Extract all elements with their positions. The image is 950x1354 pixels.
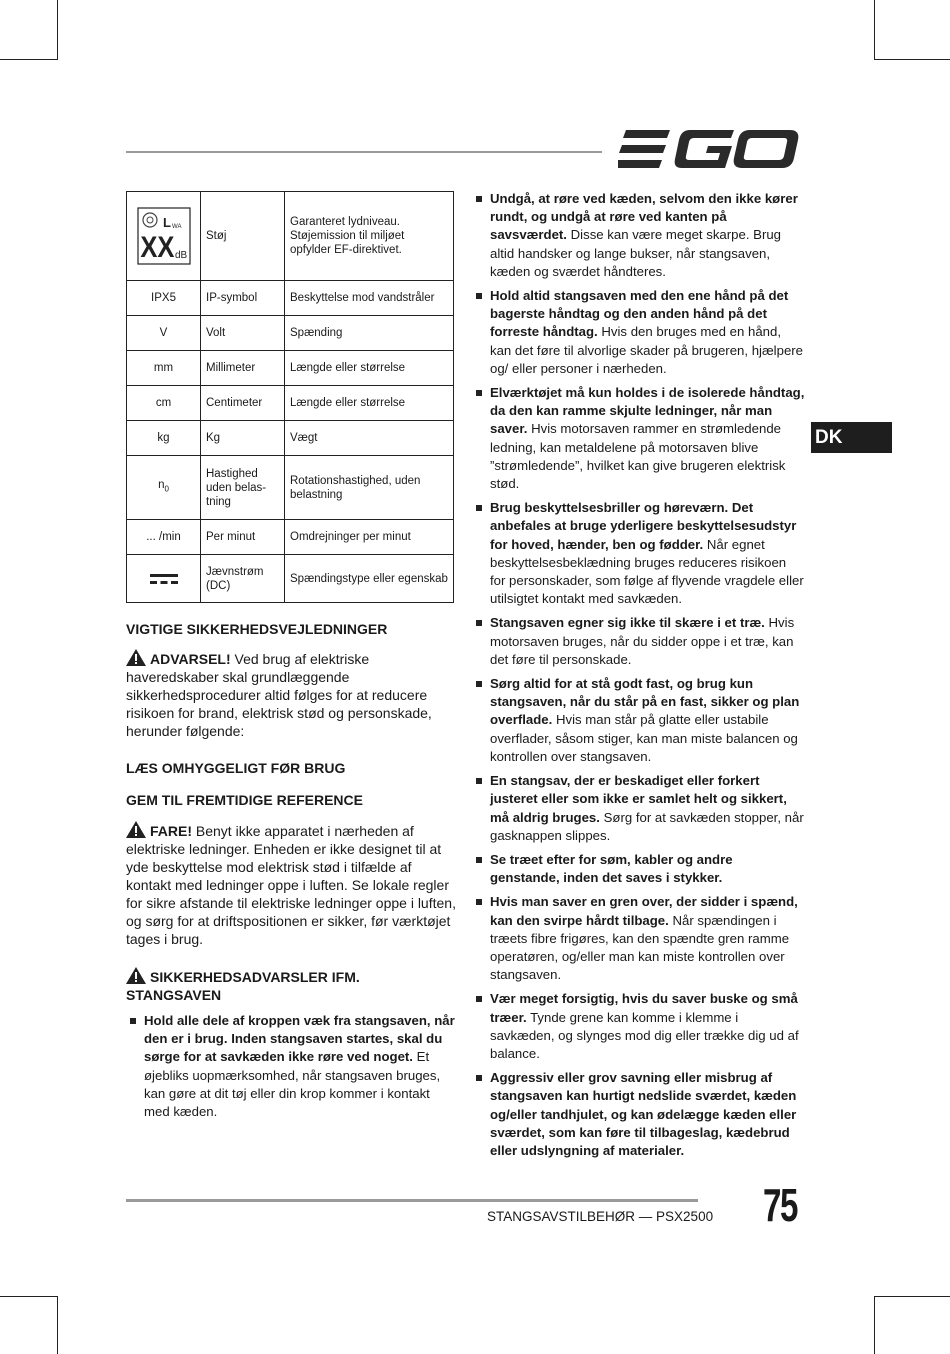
danger-text: Benyt ikke apparatet i nærheden af elektriske ledninger. Enheden er ikke designet til at yde beskyttelse mod elektrisk stød i tilfælde af kontakt med ledninger oppe i luften. Se lokale regler for sikre afstande til elektriske ledninger oppe i luften, og sørg for at driftspositionen er sikker, før værktøjet tages i brug. [126,823,456,947]
warning-text: Ved brug af elektriske haveredskaber skal grundlæggende sikkerhedsprocedurer altid følges for at reducere risikoen for brand, elektrisk stød og personskade, herunder følgende: [126,651,432,739]
symbol-name: Kg [201,421,285,456]
symbol-table [126,191,454,603]
symbol-meaning: Spænding [285,316,454,351]
table-row [127,281,454,316]
symbol-meaning: Spændingstype eller egenskab [285,555,454,603]
bullet-text: Et øjebliks uopmærksomhed, når stangsaven bruges, kan gøre at dit tøj eller din krop kommer i kontakt med kæden. [144,1049,441,1120]
n0-symbol: n [158,479,165,492]
list-item [475,772,805,845]
bullet-icon [476,505,482,511]
list-item [475,1069,805,1160]
svg-text:XX: XX [139,230,174,264]
dc-current-icon [149,572,179,586]
bullet-text: Når spændingen i træets fibre frigøres, kan den spændte gren ramme operatøren, og/eller man kan miste kontrollen over stangsaven. [490,912,790,983]
bullet-icon [476,778,482,784]
symbol-meaning: Længde eller størrelse [285,386,454,421]
dc-symbol-cell [127,555,201,603]
table-row [127,351,454,386]
bullet-bold: Vær meget forsigtig, hvis du saver buske og små træer. [490,991,798,1025]
crop-mark [874,1296,875,1354]
bullet-bold: Sørg altid for at stå godt fast, og brug kun stangsaven, når du står på en fast, sikker og plan overflade. [490,676,800,728]
danger-paragraph [126,821,456,948]
bullet-icon [476,390,482,396]
symbol-cell: cm [127,386,201,421]
list-item [475,384,805,493]
bullet-bold: Stangsaven egner sig ikke til skære i et træ. [490,615,765,631]
list-item [475,851,805,887]
warning-paragraph [126,649,456,740]
warning-label: ADVARSEL! [150,651,231,667]
bullet-text: Hvis motorsaven bruges, når du sidder oppe i et træ, kan det føre til personskade. [490,615,795,667]
bullet-bold: Hvis man saver en gren over, der sidder i spænd, kan den svirpe hårdt tilbage. [490,894,798,928]
footer-title: STANGSAVSTILBEHØR — PSX2500 [487,1209,714,1224]
symbol-meaning: Beskyttelse mod vandstråler [285,281,454,316]
list-item [475,893,805,984]
bullet-icon [476,857,482,863]
crop-mark [57,1296,58,1354]
warning-icon [126,967,146,984]
svg-text:dB: dB [174,250,187,261]
left-column [126,620,456,1127]
list-item [475,499,805,608]
crop-mark [57,0,58,60]
crop-mark [0,59,58,60]
bullet-icon [476,620,482,626]
symbol-meaning: Garanteret lydniveau. Støjemission til miljøet opfylder EF-direktivet. [285,192,454,281]
symbol-cell: ... /min [127,520,201,555]
symbol-meaning: Omdrejninger per minut [285,520,454,555]
symbol-name: Per minut [201,520,285,555]
bullet-bold: Brug beskyttelsesbriller og høreværn. Det anbefales at bruge yderligere beskyttelsesudstyr for hoved, hænder, ben og fødder. [490,500,797,552]
list-item [475,190,805,281]
table-row [127,421,454,456]
left-bullet-list [126,1012,456,1121]
symbol-meaning: Vægt [285,421,454,456]
symbol-name: Jævnstrøm (DC) [201,555,285,603]
bullet-text: Hvis man står på glatte eller ustabile overflader, såsom stiger, kan man miste balancen og kontrollen over stangsaven. [490,712,798,764]
warning-icon [126,649,146,666]
bullet-text: Disse kan være meget skarpe. Brug altid handsker og lange bukser, når stangsaven, kæden og sværdet håndteres. [490,227,782,279]
crop-mark [0,1296,58,1297]
bullet-text: Sørg for at savkæden stopper, når gasknappen slippes. [490,809,804,843]
list-item [475,675,805,766]
list-item [475,287,805,378]
bullet-text: Hvis motorsaven rammer en strømledende ledning, kan metaldelene på motorsaven blive ”strømledende”, hvilket kan give brugeren elektrisk stød. [490,421,786,492]
symbol-meaning: Rotationshastighed, uden belastning [285,456,454,520]
table-row [127,386,454,421]
table-row [127,520,454,555]
language-tab: DK [811,422,892,453]
symbol-meaning: Længde eller størrelse [285,351,454,386]
bullet-icon [476,681,482,687]
symbol-cell: mm [127,351,201,386]
bullet-icon [476,293,482,299]
bullet-bold: Se træet efter for søm, kabler og andre genstande, inden det saves i stykker. [490,851,733,886]
crop-mark [874,0,875,60]
bullet-bold: Undgå, at røre ved kæden, selvom den ikke kører rundt, og undgå at røre ved kanten på savsværdet. [490,191,798,243]
bullet-icon [476,196,482,202]
bullet-icon [476,996,482,1002]
safety-heading: VIGTIGE SIKKERHEDSVEJLEDNINGER [126,621,388,637]
table-row [127,192,454,281]
symbol-name: IP-symbol [201,281,285,316]
right-bullet-list [475,190,805,1160]
bullet-text: Når egnet beskyttelsesbeklædning bruges reduceres risikoen for personskader, som følge af flyvende vragdele eller utilsigtet kontakt med savkæden. [490,536,804,607]
ego-logo [618,126,800,172]
crop-mark [874,1296,950,1297]
bullet-text: Hvis den bruges med en hånd, kan det føre til alvorlige skader på brugeren, hjælpere og/ eller personer i nærheden. [490,324,804,376]
bullet-icon [130,1018,136,1024]
list-item [475,614,805,669]
bullet-bold: En stangsav, der er beskadiget eller forkert justeret eller som ikke er samlet helt og sikkert, må aldrig bruges. [490,773,787,825]
noise-level-icon [137,207,191,265]
bullet-bold: Hold altid stangsaven med den ene hånd på det bagerste håndtag og den anden hånd på det forreste håndtag. [490,288,789,340]
bullet-bold: Aggressiv eller grov savning eller misbrug af stangsaven kan hurtigt nedslide sværdet, kæden og/eller tandhjulet, og kan ødelægge kæden eller sværdet, som kan føre til tilbageslag, kædebrud eller udslyngning af materialer. [490,1070,797,1158]
svg-text:WA: WA [171,224,181,230]
table-row [127,316,454,351]
bullet-icon [476,1075,482,1081]
table-row [127,555,454,603]
header-rule [126,151,602,153]
symbol-cell: IPX5 [127,281,201,316]
symbol-name: Støj [201,192,285,281]
page-number: 75 [763,1179,797,1231]
bullet-bold: Hold alle dele af kroppen væk fra stangsaven, når den er i brug. Inden stangsaven startes, skal du sørge for at savkæden ikke røre ved noget. [144,1013,455,1065]
n0-subscript: 0 [164,484,169,494]
keep-heading: GEM TIL FREMTIDIGE REFERENCE [126,792,363,808]
warning-icon [126,821,146,838]
crop-mark [874,59,950,60]
symbol-cell: V [127,316,201,351]
list-item [129,1012,456,1121]
symbol-name: Millimeter [201,351,285,386]
symbol-name: Hastighed uden belas-tning [201,456,285,520]
read-heading: LÆS OMHYGGELIGT FØR BRUG [126,760,346,776]
footer-rule [126,1199,698,1202]
list-item [475,990,805,1063]
bullet-bold: Elværktøjet må kun holdes i de isolerede håndtag, da den kan ramme skjulte ledninger, når man saver. [490,385,805,437]
pole-saw-heading [126,967,456,1004]
noise-symbol-cell [127,192,201,281]
danger-label: FARE! [150,823,192,839]
pole-saw-heading-text: SIKKERHEDSADVARSLER IFM. STANGSAVEN [126,969,360,1003]
symbol-cell: kg [127,421,201,456]
right-column [475,190,805,1166]
symbol-cell [127,456,201,520]
symbol-name: Centimeter [201,386,285,421]
svg-text:L: L [162,215,171,230]
symbol-name: Volt [201,316,285,351]
table-row [127,456,454,520]
bullet-text: Tynde grene kan komme i klemme i savkæden, og slynges mod dig eller trække dig ud af balance. [490,1009,799,1061]
bullet-icon [476,899,482,905]
